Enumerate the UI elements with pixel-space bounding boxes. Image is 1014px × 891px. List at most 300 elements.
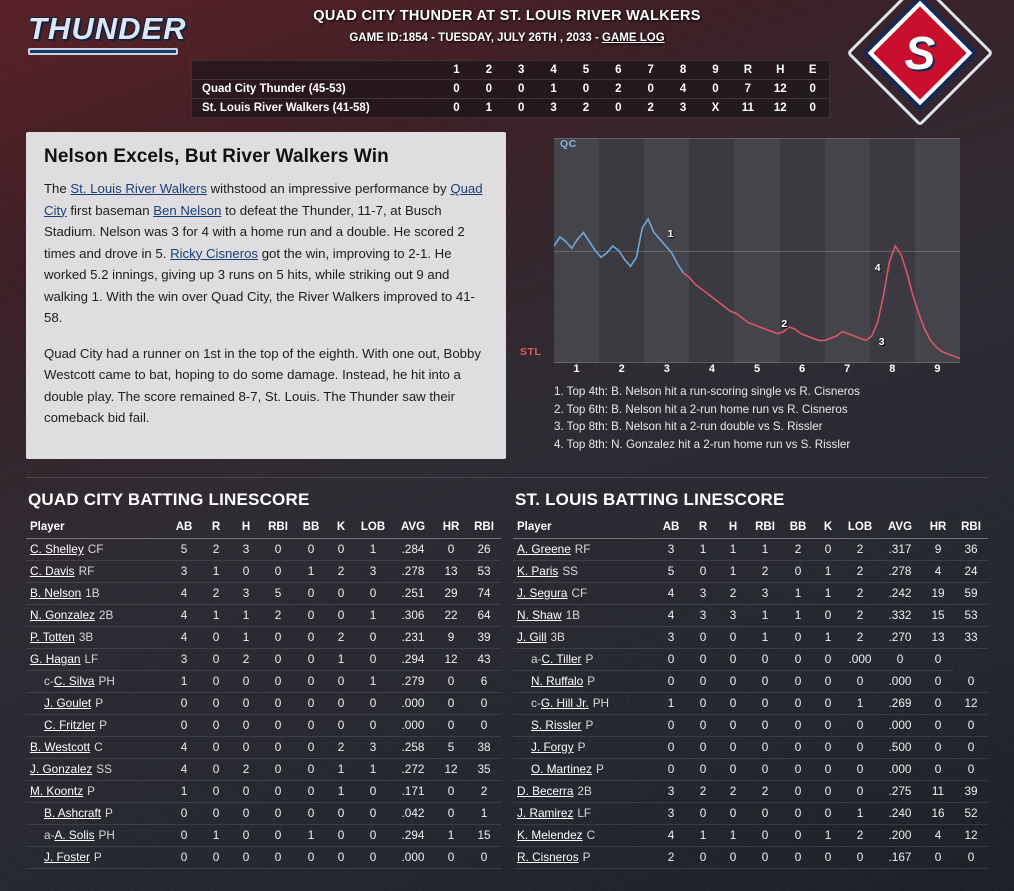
linescore-header-8: 8 xyxy=(679,64,687,76)
player-position: C xyxy=(94,740,103,754)
stat-cell: 0 xyxy=(814,802,842,824)
linescore-home-inn-9: X xyxy=(711,102,720,114)
stat-cell: 0 xyxy=(295,582,327,604)
stat-cell: 4 xyxy=(167,736,201,758)
chart-event-list xyxy=(554,383,974,453)
game-id-text: GAME ID:1854 - TUESDAY, JULY 26TH , 2033 - xyxy=(349,32,603,44)
stat-cell: 0 xyxy=(782,736,814,758)
player-name-link[interactable]: R. Cisneros xyxy=(517,850,579,864)
stat-cell: 24 xyxy=(954,560,988,582)
stat-cell: 1 xyxy=(842,802,878,824)
player-name-link[interactable]: N. Gonzalez xyxy=(30,608,95,622)
table-row xyxy=(513,626,988,648)
table-row xyxy=(513,692,988,714)
stat-cell: 0 xyxy=(748,670,782,692)
stat-cell: 0 xyxy=(295,802,327,824)
x-tick-9: 9 xyxy=(934,363,941,375)
stat-cell: 0 xyxy=(167,802,201,824)
batting-col-bb-5[interactable]: BB xyxy=(295,518,327,539)
stat-cell: 2 xyxy=(842,626,878,648)
stat-cell: 0 xyxy=(327,538,355,560)
stat-cell: 38 xyxy=(467,736,501,758)
stat-cell: 0 xyxy=(922,692,954,714)
player-name-link[interactable]: J. Forgy xyxy=(531,740,574,754)
stat-cell: 0 xyxy=(718,802,748,824)
linescore-table xyxy=(192,61,829,117)
player-position: P xyxy=(93,850,102,864)
stat-cell: 4 xyxy=(167,604,201,626)
linescore-home-r: 11 xyxy=(741,102,754,114)
linescore-away-inn-1: 0 xyxy=(453,83,460,95)
stat-cell: 0 xyxy=(782,780,814,802)
player-cell xyxy=(513,626,654,648)
stat-cell: 5 xyxy=(167,538,201,560)
player-name-link[interactable]: J. Goulet xyxy=(44,696,92,710)
player-position: P xyxy=(582,850,591,864)
stat-cell: 36 xyxy=(954,538,988,560)
stat-cell: 2 xyxy=(467,780,501,802)
stat-cell: 0 xyxy=(878,648,922,670)
stat-cell: 0 xyxy=(782,758,814,780)
stat-cell: 2 xyxy=(688,780,718,802)
player-name-link[interactable]: G. Hill Jr. xyxy=(540,696,589,710)
stat-cell: 3 xyxy=(748,582,782,604)
stat-cell: 12 xyxy=(954,824,988,846)
stat-cell: 0 xyxy=(922,736,954,758)
stat-cell: 2 xyxy=(842,604,878,626)
x-tick-3: 3 xyxy=(663,363,670,375)
player-cell xyxy=(26,560,167,582)
linescore-away-inn-6: 2 xyxy=(615,83,622,95)
stat-cell: 0 xyxy=(355,846,391,868)
box-quad-city xyxy=(26,490,501,869)
stat-cell: 0 xyxy=(295,604,327,626)
stat-cell: 0 xyxy=(201,692,231,714)
stat-cell: 0 xyxy=(201,714,231,736)
game-log-link[interactable]: GAME LOG xyxy=(602,32,665,44)
player-name-link[interactable]: C. Silva xyxy=(53,674,95,688)
stat-cell: 0 xyxy=(748,692,782,714)
batting-col-r-2[interactable]: R xyxy=(201,518,231,539)
stat-cell: 4 xyxy=(922,824,954,846)
recap-link-1[interactable]: St. Louis River Walkers xyxy=(70,181,207,196)
stat-cell: 0 xyxy=(201,802,231,824)
stat-cell: 2 xyxy=(654,846,688,868)
chart-marker-2[interactable]: 2 xyxy=(781,318,788,330)
table-row xyxy=(26,582,501,604)
batting-table-st-louis xyxy=(513,518,988,869)
box-title-quad-city: QUAD CITY BATTING LINESCORE xyxy=(28,489,310,509)
player-name-link[interactable]: D. Becerra xyxy=(517,784,574,798)
stat-cell: 1 xyxy=(718,538,748,560)
linescore-header-e: E xyxy=(808,64,817,76)
player-position: 2B xyxy=(577,784,592,798)
stat-cell: 3 xyxy=(167,560,201,582)
stat-cell: 1 xyxy=(748,604,782,626)
stat-cell: 1 xyxy=(435,824,467,846)
table-row xyxy=(513,648,988,670)
batting-col-avg-8[interactable]: AVG xyxy=(878,518,922,539)
player-name-link[interactable]: J. Segura xyxy=(517,586,568,600)
linescore-away-inn-8: 4 xyxy=(679,83,687,95)
win-expectancy-chart xyxy=(554,138,960,363)
player-name-link[interactable]: N. Ruffalo xyxy=(531,674,584,688)
stat-cell: 29 xyxy=(435,582,467,604)
stat-cell: 2 xyxy=(261,604,295,626)
recap-link-7[interactable]: Ricky Cisneros xyxy=(170,245,259,261)
player-cell xyxy=(513,670,654,692)
batting-col-rbi-4[interactable]: RBI xyxy=(261,518,295,539)
stat-cell: 0 xyxy=(201,736,231,758)
player-name-link[interactable]: K. Melendez xyxy=(517,828,583,842)
stat-cell: 0 xyxy=(688,670,718,692)
stat-cell: 3 xyxy=(654,538,688,560)
player-cell xyxy=(513,560,654,582)
stat-cell: .242 xyxy=(878,582,922,604)
stat-cell: 0 xyxy=(922,846,954,868)
table-row xyxy=(26,736,501,758)
stat-cell: 0 xyxy=(688,736,718,758)
recap-and-chart xyxy=(26,132,988,459)
player-name-link[interactable]: A. Solis xyxy=(54,828,95,842)
stat-cell: 0 xyxy=(327,846,355,868)
stat-cell: 0 xyxy=(295,538,327,560)
stat-cell: 2 xyxy=(718,582,748,604)
table-row xyxy=(26,604,501,626)
batting-col-ab-1[interactable]: AB xyxy=(167,518,201,539)
stat-cell: 0 xyxy=(842,846,878,868)
stat-cell: 1 xyxy=(201,604,231,626)
stat-cell: 0 xyxy=(814,846,842,868)
player-cell xyxy=(513,824,654,846)
stat-cell: 1 xyxy=(327,780,355,802)
stat-cell: 1 xyxy=(327,758,355,780)
thunder-logo-bar xyxy=(28,48,178,55)
stat-cell: 0 xyxy=(355,626,391,648)
player-cell xyxy=(513,780,654,802)
stat-cell: .269 xyxy=(878,692,922,714)
stat-cell: 0 xyxy=(782,714,814,736)
player-name-link[interactable]: O. Martinez xyxy=(531,762,592,776)
linescore-box xyxy=(191,60,830,118)
player-position: 3B xyxy=(78,630,94,644)
player-name-link[interactable]: S. Rissler xyxy=(531,718,582,732)
stat-cell: 53 xyxy=(467,560,501,582)
stat-cell: 0 xyxy=(814,538,842,560)
player-prefix: c- xyxy=(44,674,54,688)
stat-cell: .251 xyxy=(391,582,435,604)
table-row xyxy=(26,692,501,714)
player-prefix: a- xyxy=(531,652,542,666)
player-position: 3B xyxy=(550,630,565,644)
recap-link-3[interactable]: Quad City xyxy=(44,181,483,218)
linescore-away-h: 12 xyxy=(773,83,787,95)
stat-cell: 3 xyxy=(688,582,718,604)
stat-cell: 0 xyxy=(748,802,782,824)
player-cell xyxy=(26,648,167,670)
stat-cell: 6 xyxy=(467,670,501,692)
batting-col-lob-7[interactable]: LOB xyxy=(355,518,391,539)
stat-cell: 0 xyxy=(782,626,814,648)
recap-link-5[interactable]: Ben Nelson xyxy=(153,202,222,218)
player-name-link[interactable]: C. Tiller xyxy=(541,652,582,666)
stat-cell: 1 xyxy=(167,670,201,692)
stat-cell: 0 xyxy=(814,692,842,714)
chart-marker-3[interactable]: 3 xyxy=(878,336,885,348)
stat-cell: 0 xyxy=(355,582,391,604)
player-cell xyxy=(513,648,654,670)
batting-col-rbi-10[interactable]: RBI xyxy=(954,518,988,539)
batting-col-k-6[interactable]: K xyxy=(814,518,842,539)
stat-cell: 1 xyxy=(688,538,718,560)
player-position: PH xyxy=(592,696,610,710)
stat-cell: 2 xyxy=(842,582,878,604)
stat-cell: 2 xyxy=(842,560,878,582)
batting-col-lob-7[interactable]: LOB xyxy=(842,518,878,539)
stat-cell: 2 xyxy=(748,780,782,802)
stat-cell: 0 xyxy=(782,670,814,692)
stat-cell: 19 xyxy=(922,582,954,604)
stat-cell: 2 xyxy=(201,538,231,560)
batting-col-r-2[interactable]: R xyxy=(688,518,718,539)
player-position: P xyxy=(585,718,594,732)
stat-cell: .000 xyxy=(878,714,922,736)
stat-cell: 0 xyxy=(922,648,954,670)
stat-cell: 0 xyxy=(231,560,261,582)
stat-cell: 2 xyxy=(231,648,261,670)
stat-cell: 0 xyxy=(167,714,201,736)
player-cell xyxy=(26,846,167,868)
stat-cell: .000 xyxy=(391,714,435,736)
stat-cell: .000 xyxy=(391,846,435,868)
stat-cell: 0 xyxy=(327,824,355,846)
batting-col-rbi-4[interactable]: RBI xyxy=(748,518,782,539)
table-row xyxy=(26,824,501,846)
stat-cell: .278 xyxy=(878,560,922,582)
stat-cell: 0 xyxy=(327,582,355,604)
stat-cell: .270 xyxy=(878,626,922,648)
batting-col-player-0[interactable]: Player xyxy=(26,518,167,539)
player-name-link[interactable]: N. Shaw xyxy=(517,608,562,622)
table-row xyxy=(26,560,501,582)
player-position: 2B xyxy=(98,608,114,622)
batting-col-k-6[interactable]: K xyxy=(327,518,355,539)
stat-cell: .000 xyxy=(878,758,922,780)
stat-cell: 0 xyxy=(355,802,391,824)
stat-cell: 0 xyxy=(201,626,231,648)
batting-col-ab-1[interactable]: AB xyxy=(654,518,688,539)
stat-cell: 3 xyxy=(654,780,688,802)
stat-cell: 9 xyxy=(435,626,467,648)
stat-cell: 0 xyxy=(954,846,988,868)
linescore-home-inn-1: 0 xyxy=(453,102,460,114)
stat-cell: 0 xyxy=(231,846,261,868)
stat-cell: 0 xyxy=(748,714,782,736)
stat-cell: 0 xyxy=(467,714,501,736)
linescore-header-3: 3 xyxy=(518,64,525,76)
stat-cell: 1 xyxy=(201,560,231,582)
table-row xyxy=(513,780,988,802)
stat-cell: 0 xyxy=(435,538,467,560)
stat-cell: 0 xyxy=(954,714,988,736)
batting-col-rbi-10[interactable]: RBI xyxy=(467,518,501,539)
batting-linescores xyxy=(26,477,988,869)
stat-cell: 59 xyxy=(954,582,988,604)
player-position: P xyxy=(95,696,104,710)
recap-text-6: to defeat the Thunder, 11-7, at Busch Stadium. Nelson was 3 for 4 with a home run and a double. He scored 2 times and drove in 5. xyxy=(44,202,465,261)
stat-cell: 0 xyxy=(261,780,295,802)
player-cell xyxy=(513,758,654,780)
stat-cell: 3 xyxy=(718,604,748,626)
stat-cell: 0 xyxy=(842,758,878,780)
stat-cell: 0 xyxy=(654,670,688,692)
player-name-link[interactable]: J. Gonzalez xyxy=(30,762,93,776)
player-name-link[interactable]: M. Koontz xyxy=(30,784,84,798)
linescore-home-inn-2: 1 xyxy=(485,102,493,114)
player-prefix: c- xyxy=(531,696,541,710)
stat-cell: 15 xyxy=(922,604,954,626)
stat-cell: 0 xyxy=(231,736,261,758)
player-name-link[interactable]: A. Greene xyxy=(517,542,571,556)
batting-col-hr-9[interactable]: HR xyxy=(435,518,467,539)
stat-cell: 0 xyxy=(261,736,295,758)
x-tick-7: 7 xyxy=(844,363,851,375)
stat-cell: 2 xyxy=(842,824,878,846)
stat-cell: 2 xyxy=(718,780,748,802)
x-tick-4: 4 xyxy=(708,363,715,375)
player-name-link[interactable]: G. Hagan xyxy=(30,652,81,666)
linescore-home-inn-4: 3 xyxy=(550,102,557,114)
stat-cell: 0 xyxy=(842,714,878,736)
stat-cell: 1 xyxy=(814,560,842,582)
stat-cell: 0 xyxy=(295,758,327,780)
logo-letter: S xyxy=(904,27,936,79)
stat-cell: 2 xyxy=(782,538,814,560)
stat-cell: 43 xyxy=(467,648,501,670)
chart-marker-1[interactable]: 1 xyxy=(667,228,674,240)
stat-cell: .317 xyxy=(878,538,922,560)
batting-header-row xyxy=(26,518,501,539)
stat-cell: 0 xyxy=(167,692,201,714)
batting-col-h-3[interactable]: H xyxy=(718,518,748,539)
batting-col-avg-8[interactable]: AVG xyxy=(391,518,435,539)
stat-cell: 0 xyxy=(688,560,718,582)
recap-text-4: first baseman xyxy=(66,202,154,218)
player-name-link[interactable]: C. Shelley xyxy=(30,542,84,556)
player-name-link[interactable]: P. Totten xyxy=(30,630,75,644)
stat-cell: .278 xyxy=(391,560,435,582)
river-walkers-logo xyxy=(844,8,996,98)
win-expectancy-panel xyxy=(516,132,988,459)
player-position: P xyxy=(585,652,594,666)
batting-col-player-0[interactable]: Player xyxy=(513,518,654,539)
x-tick-6: 6 xyxy=(799,363,806,375)
player-cell xyxy=(513,802,654,824)
stat-cell: 1 xyxy=(814,626,842,648)
batting-col-hr-9[interactable]: HR xyxy=(922,518,954,539)
batting-col-bb-5[interactable]: BB xyxy=(782,518,814,539)
linescore-home-inn-5: 2 xyxy=(582,102,590,114)
stat-cell: 0 xyxy=(954,736,988,758)
player-cell xyxy=(26,604,167,626)
player-name-link[interactable]: K. Paris xyxy=(517,564,559,578)
stat-cell: 1 xyxy=(167,780,201,802)
linescore-header-row xyxy=(192,61,829,80)
player-position: 1B xyxy=(565,608,581,622)
stat-cell: 0 xyxy=(654,736,688,758)
stat-cell: 1 xyxy=(718,824,748,846)
stat-cell: 2 xyxy=(327,736,355,758)
player-position: SS xyxy=(96,762,113,776)
stat-cell: 0 xyxy=(782,824,814,846)
player-name-link[interactable]: J. Gill xyxy=(517,630,547,644)
stat-cell: 0 xyxy=(782,692,814,714)
stat-cell: 1 xyxy=(814,582,842,604)
stat-cell: 0 xyxy=(355,648,391,670)
linescore-row-away xyxy=(192,80,829,99)
player-cell xyxy=(513,582,654,604)
player-position: LF xyxy=(577,806,592,820)
x-tick-5: 5 xyxy=(753,363,761,375)
stat-cell: 0 xyxy=(814,714,842,736)
table-row xyxy=(513,538,988,560)
stat-cell: 4 xyxy=(654,604,688,626)
stat-cell: 4 xyxy=(654,824,688,846)
stat-cell: .294 xyxy=(391,824,435,846)
stat-cell: .500 xyxy=(878,736,922,758)
page-title: QUAD CITY THUNDER AT ST. LOUIS RIVER WALKERS xyxy=(313,8,701,24)
player-name-link[interactable]: B. Ashcraft xyxy=(44,806,102,820)
stat-cell: .240 xyxy=(878,802,922,824)
player-name-link[interactable]: B. Nelson xyxy=(30,586,82,600)
player-name-link[interactable]: J. Foster xyxy=(44,850,90,864)
stat-cell: 0 xyxy=(231,692,261,714)
player-name-link[interactable]: C. Davis xyxy=(30,564,75,578)
stat-cell: 3 xyxy=(167,648,201,670)
linescore-home-e: 0 xyxy=(809,102,816,114)
thunder-logo xyxy=(28,12,188,72)
stat-cell: 0 xyxy=(167,824,201,846)
player-name-link[interactable]: C. Fritzler xyxy=(44,718,96,732)
stat-cell: 13 xyxy=(435,560,467,582)
linescore-away-e: 0 xyxy=(809,83,816,95)
linescore-header-1: 1 xyxy=(453,64,460,76)
recap-text-8: got the win, improving to 2-1. He worked 5.2 innings, giving up 3 runs on 5 hits, while striking out 9 and walking 1. With the win over Quad City, the River Walkers improved to 41-58. xyxy=(44,245,475,325)
player-name-link[interactable]: J. Ramirez xyxy=(517,806,574,820)
table-row xyxy=(513,824,988,846)
stat-cell: 0 xyxy=(261,846,295,868)
game-recap-panel xyxy=(26,132,506,459)
stat-cell: 0 xyxy=(467,692,501,714)
linescore-home-h: 12 xyxy=(773,102,787,114)
player-cell xyxy=(26,538,167,560)
chart-event-4: 4. Top 8th: N. Gonzalez hit a 2-run home run vs S. Rissler xyxy=(554,437,851,451)
batting-col-h-3[interactable]: H xyxy=(231,518,261,539)
stat-cell: 0 xyxy=(435,714,467,736)
recap-text-0: The xyxy=(44,181,71,196)
stat-cell: 4 xyxy=(167,582,201,604)
linescore-away-inn-4: 1 xyxy=(550,83,557,95)
stat-cell: 0 xyxy=(748,736,782,758)
stat-cell: 1 xyxy=(355,538,391,560)
linescore-home-inn-8: 3 xyxy=(679,102,687,114)
player-name-link[interactable]: B. Westcott xyxy=(30,740,91,754)
stat-cell: 2 xyxy=(842,538,878,560)
chart-marker-4[interactable]: 4 xyxy=(874,261,881,274)
stat-cell: 0 xyxy=(327,604,355,626)
stat-cell: 0 xyxy=(718,714,748,736)
player-position: 1B xyxy=(85,586,100,600)
